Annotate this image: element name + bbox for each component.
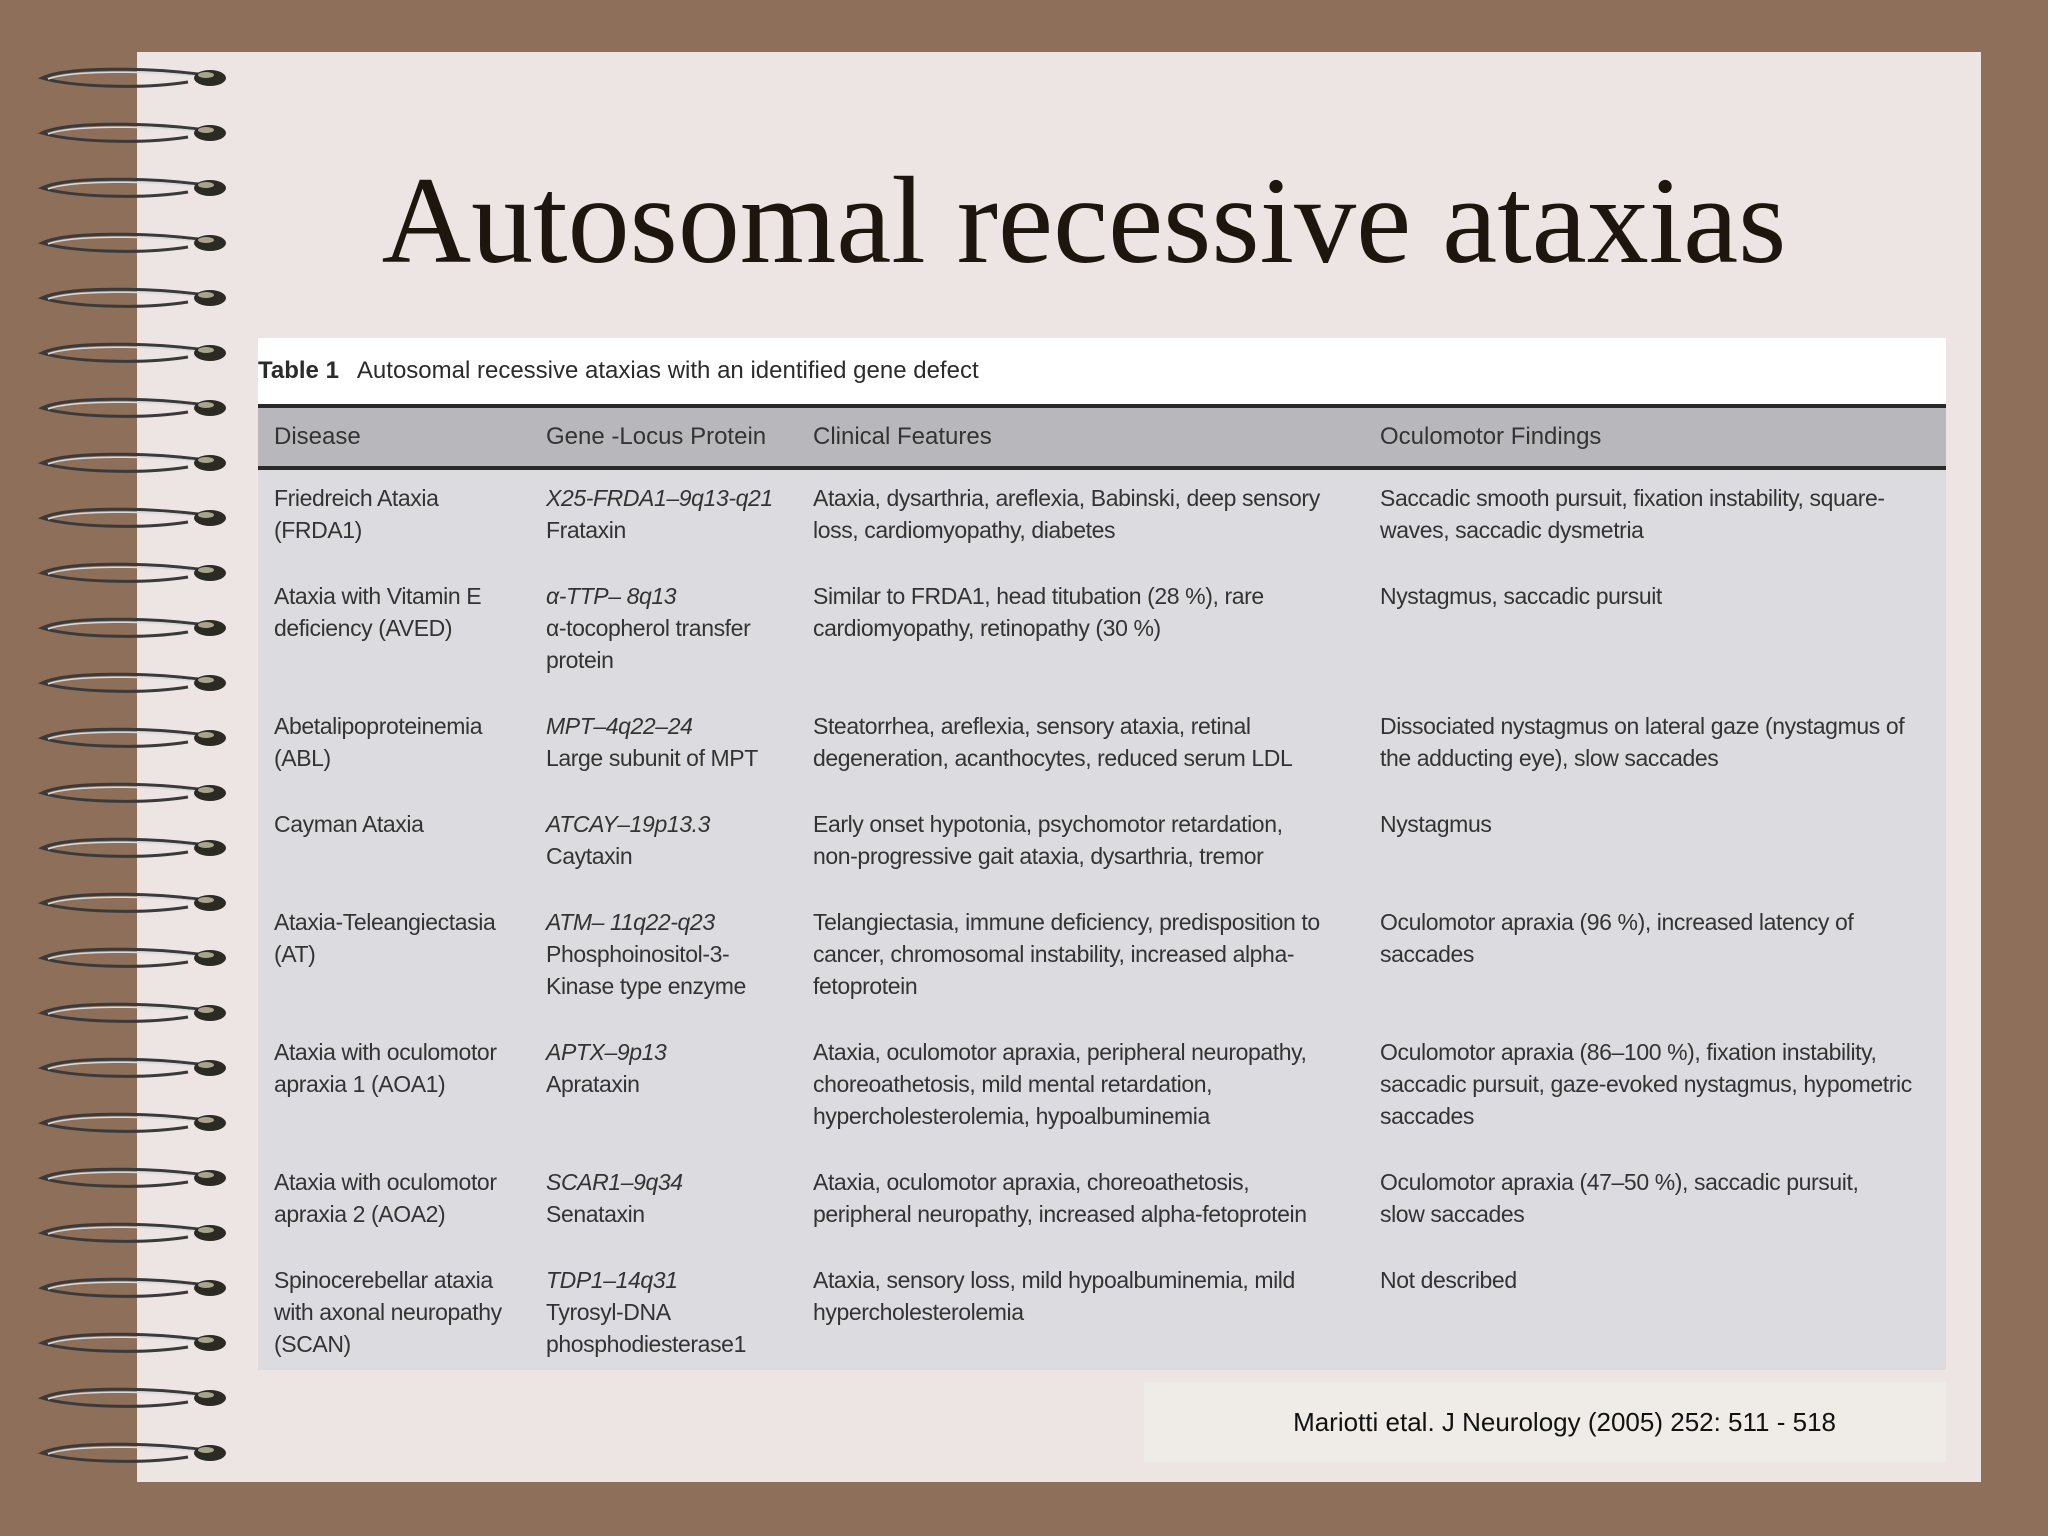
clinical-features-cell [797,698,1364,796]
protein-line: Phosphoinositol-3- [546,941,730,967]
protein-line: Large subunit of MPT [546,745,758,771]
protein-line: protein [546,647,614,673]
gene-cell [530,894,797,1024]
table-row [258,894,1946,1024]
spiral-ring-icon [28,614,228,644]
gene-cell [530,796,797,894]
slide-title: Autosomal recessive ataxias [381,152,1787,289]
gene-defect-table [258,338,1946,1370]
clinical-features-cell [797,1252,1364,1360]
clinical-line: degeneration, acanthocytes, reduced serum LDL [813,745,1293,771]
disease-line: deficiency (AVED) [274,615,453,641]
gene-cell [530,698,797,796]
clinical-features-cell [797,468,1364,568]
spiral-ring-icon [28,889,228,919]
protein-line: Aprataxin [546,1071,640,1097]
disease-line: Ataxia with oculomotor [274,1169,497,1195]
spiral-ring-icon [28,119,228,149]
disease-cell [258,1252,530,1360]
clinical-line: cancer, chromosomal instability, increased alpha- [813,941,1295,967]
table-row [258,796,1946,894]
disease-cell [258,796,530,894]
spiral-ring-icon [28,724,228,754]
clinical-line: Steatorrhea, areflexia, sensory ataxia, retinal [813,713,1251,739]
oculomotor-findings-cell [1364,894,1946,1024]
oculomotor-findings-cell [1364,1252,1946,1360]
oculomotor-line: Oculomotor apraxia (86–100 %), fixation instability, [1380,1039,1877,1065]
spiral-ring-icon [28,944,228,974]
clinical-features-cell [797,1154,1364,1252]
gene-cell [530,1252,797,1360]
disease-cell [258,568,530,698]
spiral-ring-icon [28,1054,228,1084]
table-row [258,468,1946,568]
spiral-ring-icon [28,1109,228,1139]
table [258,408,1946,1360]
clinical-features-cell [797,796,1364,894]
clinical-line: non-progressive gait ataxia, dysarthria, tremor [813,843,1264,869]
spiral-ring-icon [28,449,228,479]
clinical-line: Ataxia, oculomotor apraxia, choreoathetosis, [813,1169,1250,1195]
oculomotor-findings-cell [1364,698,1946,796]
disease-line: apraxia 2 (AOA2) [274,1201,446,1227]
clinical-features-cell [797,894,1364,1024]
disease-line: (FRDA1) [274,517,362,543]
table-row [258,1252,1946,1360]
disease-line: with axonal neuropathy [274,1299,502,1325]
disease-line: Ataxia with Vitamin E [274,583,482,609]
spiral-ring-icon [28,504,228,534]
header-gene-locus-protein: Gene -Locus Protein [530,408,797,468]
gene-locus-code: TDP1–14q31 [546,1267,678,1293]
oculomotor-line: Nystagmus [1380,811,1492,837]
clinical-line: peripheral neuropathy, increased alpha-fetoprotein [813,1201,1307,1227]
clinical-line: choreoathetosis, mild mental retardation, [813,1071,1213,1097]
spiral-ring-icon [28,999,228,1029]
oculomotor-findings-cell [1364,796,1946,894]
gene-locus-code: SCAR1–9q34 [546,1169,683,1195]
oculomotor-line: waves, saccadic dysmetria [1380,517,1644,543]
spiral-ring-icon [28,1439,228,1469]
clinical-line: hypercholesterolemia, hypoalbuminemia [813,1103,1210,1129]
disease-line: Ataxia with oculomotor [274,1039,497,1065]
spiral-ring-icon [28,669,228,699]
protein-line: Frataxin [546,517,626,543]
disease-cell [258,468,530,568]
spiral-ring-icon [28,1274,228,1304]
spiral-ring-icon [28,779,228,809]
spiral-ring-icon [28,64,228,94]
clinical-line: hypercholesterolemia [813,1299,1024,1325]
oculomotor-findings-cell [1364,468,1946,568]
gene-locus-code: MPT–4q22–24 [546,713,693,739]
table-row [258,1154,1946,1252]
protein-line: phosphodiesterase1 [546,1331,746,1357]
disease-cell [258,1154,530,1252]
header-oculomotor-findings: Oculomotor Findings [1364,408,1946,468]
oculomotor-line: slow saccades [1380,1201,1525,1227]
clinical-line: Ataxia, oculomotor apraxia, peripheral neuropathy, [813,1039,1307,1065]
disease-line: Cayman Ataxia [274,811,424,837]
gene-locus-code: α-TTP– 8q13 [546,583,677,609]
protein-line: Senataxin [546,1201,645,1227]
oculomotor-findings-cell [1364,1154,1946,1252]
clinical-features-cell [797,1024,1364,1154]
clinical-line: Ataxia, sensory loss, mild hypoalbuminemia, mild [813,1267,1295,1293]
clinical-line: Ataxia, dysarthria, areflexia, Babinski, deep sensory [813,485,1320,511]
header-disease: Disease [258,408,530,468]
spiral-ring-icon [28,1384,228,1414]
gene-cell [530,1154,797,1252]
oculomotor-line: Saccadic smooth pursuit, fixation instability, square- [1380,485,1885,511]
disease-line: Ataxia-Teleangiectasia [274,909,496,935]
spiral-ring-icon [28,1329,228,1359]
oculomotor-findings-cell [1364,1024,1946,1154]
gene-locus-code: X25-FRDA1–9q13-q21 [546,485,773,511]
oculomotor-findings-cell [1364,568,1946,698]
oculomotor-line: saccades [1380,1103,1474,1129]
oculomotor-line: Dissociated nystagmus on lateral gaze (nystagmus of [1380,713,1905,739]
spiral-ring-icon [28,394,228,424]
disease-cell [258,1024,530,1154]
oculomotor-line: saccadic pursuit, gaze-evoked nystagmus, hypometric [1380,1071,1912,1097]
clinical-line: Similar to FRDA1, head titubation (28 %), rare [813,583,1264,609]
disease-line: Spinocerebellar ataxia [274,1267,493,1293]
oculomotor-line: saccades [1380,941,1474,967]
spiral-ring-icon [28,834,228,864]
table-row [258,568,1946,698]
disease-cell [258,698,530,796]
clinical-line: cardiomyopathy, retinopathy (30 %) [813,615,1161,641]
clinical-line: loss, cardiomyopathy, diabetes [813,517,1116,543]
disease-cell [258,894,530,1024]
clinical-line: fetoprotein [813,973,918,999]
oculomotor-line: Nystagmus, saccadic pursuit [1380,583,1662,609]
citation-text: Mariotti etal. J Neurology (2005) 252: 511 - 518 [1293,1406,1836,1437]
oculomotor-line: Oculomotor apraxia (96 %), increased latency of [1380,909,1854,935]
spiral-ring-icon [28,1219,228,1249]
oculomotor-line: the adducting eye), slow saccades [1380,745,1719,771]
oculomotor-line: Not described [1380,1267,1517,1293]
table-row [258,698,1946,796]
gene-locus-code: ATCAY–19p13.3 [546,811,710,837]
table-caption-text: Autosomal recessive ataxias with an identified gene defect [356,357,979,384]
disease-line: Friedreich Ataxia [274,485,439,511]
spiral-ring-icon [28,1164,228,1194]
clinical-features-cell [797,568,1364,698]
gene-locus-code: APTX–9p13 [546,1039,667,1065]
protein-line: Caytaxin [546,843,633,869]
spiral-ring-icon [28,339,228,369]
protein-line: α-tocopherol transfer [546,615,751,641]
gene-cell [530,1024,797,1154]
clinical-line: Early onset hypotonia, psychomotor retardation, [813,811,1283,837]
gene-locus-code: ATM– 11q22-q23 [546,909,715,935]
table-caption [258,338,1946,408]
protein-line: Tyrosyl-DNA [546,1299,671,1325]
table-header-row [258,408,1946,468]
disease-line: (ABL) [274,745,331,771]
oculomotor-line: Oculomotor apraxia (47–50 %), saccadic pursuit, [1380,1169,1859,1195]
header-clinical-features: Clinical Features [797,408,1364,468]
table-row [258,1024,1946,1154]
gene-cell [530,568,797,698]
disease-line: (AT) [274,941,316,967]
protein-line: Kinase type enzyme [546,973,746,999]
table-label: Table 1 [258,357,339,384]
clinical-line: Telangiectasia, immune deficiency, predisposition to [813,909,1320,935]
spiral-ring-icon [28,559,228,589]
disease-line: (SCAN) [274,1331,351,1357]
gene-cell [530,468,797,568]
disease-line: Abetalipoproteinemia [274,713,483,739]
disease-line: apraxia 1 (AOA1) [274,1071,446,1097]
citation [1144,1382,1946,1462]
